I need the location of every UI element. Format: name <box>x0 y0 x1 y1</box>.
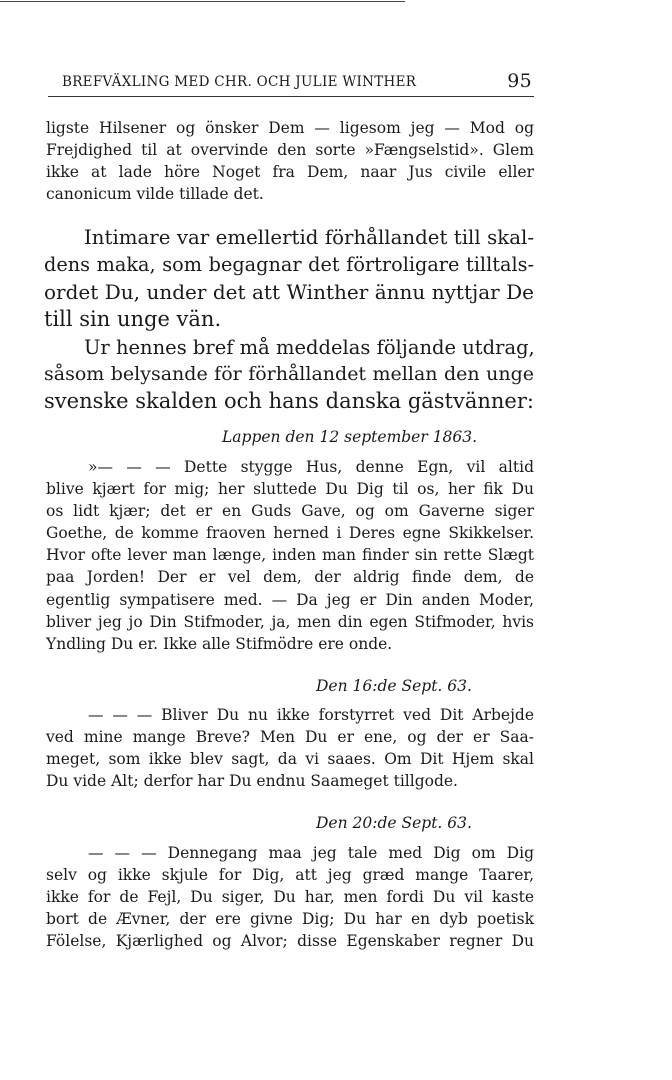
text-line: »— — — Dette stygge Hus, denne Egn, vil altid <box>88 458 534 476</box>
text-line: ordet Du, under det att Winther ännu nyttjar De <box>44 279 534 304</box>
text-line: ikke at lade höre Noget fra Dem, naar Jus civile eller <box>46 163 534 182</box>
text-line: Frejdighed til at overvinde den sorte »Fængselstid». Glem <box>46 141 534 160</box>
text-line: — — — Dennegang maa jeg tale med Dig om Dig <box>88 844 534 862</box>
running-header <box>48 72 534 94</box>
letter-body <box>46 456 534 655</box>
letter-body <box>46 842 534 952</box>
text-line: Goethe, de komme fraoven herned i Deres egne Skikkelser. <box>46 524 534 543</box>
text-line: dens maka, som begagnar det förtroligare tilltals- <box>44 253 534 277</box>
text-line: paa Jorden! Der er vel dem, der aldrig finde dem, de <box>46 568 534 587</box>
text-line: — — — Bliver Du nu ikke forstyrret ved Dit Arbejde <box>88 706 534 724</box>
letter-dateline: Den 20:de Sept. 63. <box>316 814 472 832</box>
letter-dateline: Den 16:de Sept. 63. <box>316 677 472 695</box>
text-line: Intimare var emellertid förhållandet till skal- <box>84 226 534 249</box>
commentary-paragraph <box>44 224 534 416</box>
text-line: blive kjært for mig; her sluttede Du Dig til os, her fik Du <box>46 480 534 499</box>
header-rule <box>48 96 534 97</box>
text-line: Du vide Alt; derfor har Du endnu Saameget tillgode. <box>46 772 458 791</box>
page-number: 95 <box>507 70 532 92</box>
text-line: såsom belysande för förhållandet mellan den unge <box>44 362 534 385</box>
letter-continuation <box>46 117 534 205</box>
text-line: Hvor ofte lever man længe, inden man finder sin rette Slægt <box>46 546 534 565</box>
text-line: ligste Hilsener og önsker Dem — ligesom jeg — Mod og <box>46 119 534 137</box>
text-line: ved mine mange Breve? Men Du er ene, og der er Saa- <box>46 728 534 747</box>
text-line: ikke for de Fejl, Du siger, Du har, men fordi Du vil kaste <box>46 888 534 907</box>
text-line: selv og ikke skjule for Dig, att jeg græd mange Taarer, <box>46 866 534 885</box>
text-line: bliver jeg jo Din Stifmoder, ja, men din egen Stifmoder, hvis <box>46 612 534 631</box>
text-line: meget, som ikke blev sagt, da vi saaes. Om Dit Hjem skal <box>46 750 534 769</box>
text-line: Ur hennes bref må meddelas följande utdrag, <box>84 335 535 359</box>
top-edge-rule <box>0 1 405 2</box>
letter-dateline: Lappen den 12 september 1863. <box>222 428 478 446</box>
text-line: bort de Ævner, der ere givne Dig; Du har en dyb poetisk <box>46 910 534 929</box>
text-line: svenske skalden och hans danska gästvänner: <box>44 389 534 414</box>
running-title: BREFVÄXLING MED CHR. OCH JULIE WINTHER <box>62 74 417 90</box>
text-line: Yndling Du er. Ikke alle Stifmödre ere onde. <box>46 634 393 653</box>
text-line: egentlig sympatisere med. — Da jeg er Din anden Moder, <box>46 590 534 609</box>
text-line: Fölelse, Kjærlighed og Alvor; disse Egenskaber regner Du <box>46 932 534 951</box>
text-line: canonicum vilde tillade det. <box>46 185 264 204</box>
text-line: os lidt kjær; det er en Guds Gave, og om Gaverne siger <box>46 502 534 521</box>
letter-body <box>46 704 534 792</box>
text-line: till sin unge vän. <box>44 307 222 332</box>
